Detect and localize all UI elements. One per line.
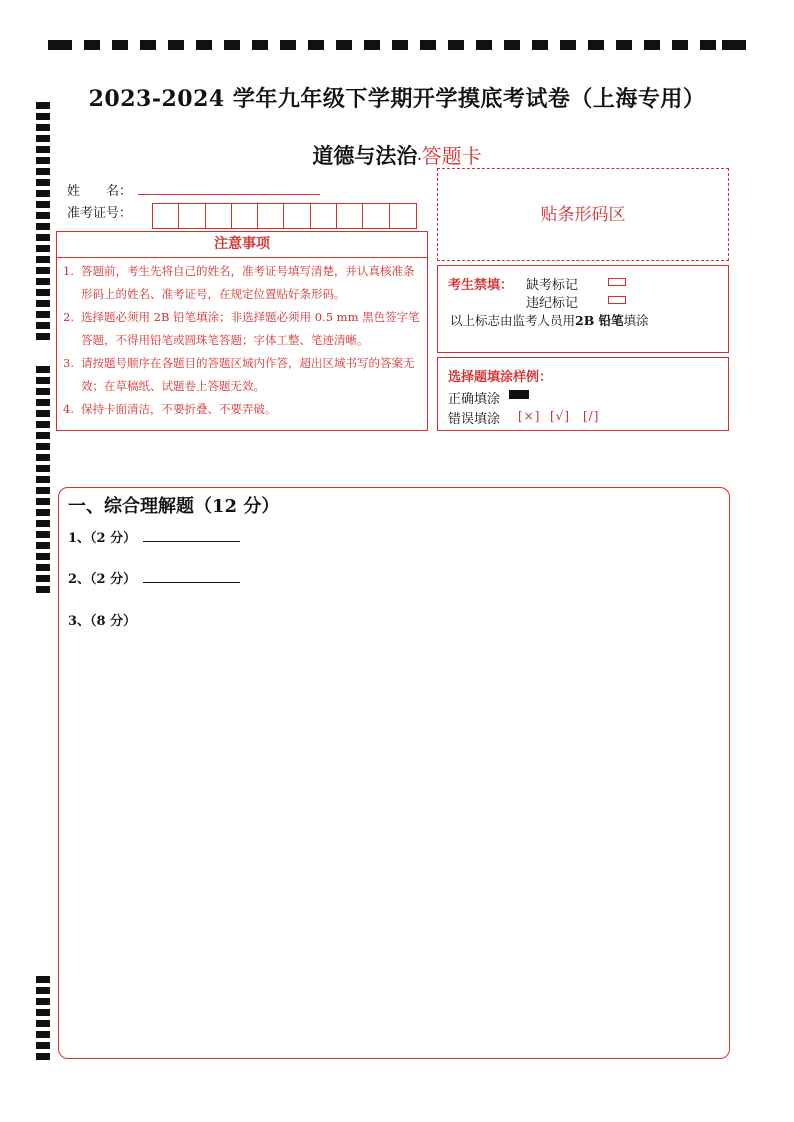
notice-item-number: 4. [63,402,74,416]
notice-panel [56,231,428,431]
exam-id-digit-box[interactable] [311,204,337,228]
question-2-label: 2、（2 分） [68,572,137,587]
exam-id-digit-box[interactable] [363,204,389,228]
notice-item-text: 保持卡面清洁，不要折叠、不要弄破。 [81,402,277,416]
proctor-note [450,311,649,329]
notice-item [63,260,425,306]
exam-id-digit-box[interactable] [232,204,258,228]
notice-item-text: 请按题号顺序在各题目的答题区域内作答，超出区域书写的答案无效；在草稿纸、试题卷上答题无效。 [81,356,415,393]
exam-id-digit-box[interactable] [390,204,416,228]
subject-name: 道德与法治 [312,143,418,168]
notice-item [63,398,425,421]
notice-item-text: 答题前，考生先将自己的姓名，准考证号填写清楚，并认真核准条形码上的姓名、准考证号，在规定位置贴好条形码。 [81,264,415,301]
proctor-only-panel [437,265,729,353]
exam-id-digit-box[interactable] [179,204,205,228]
subject-heading: 道德与法治·答题卡 [312,143,482,168]
wrong-fill-label: 错误填涂 [448,412,501,427]
question-1-label: 1、（2 分） [68,531,137,546]
fill-sample-title: 选择题填涂样例： [448,370,553,385]
exam-id-digit-box[interactable] [337,204,363,228]
proctor-note-prefix: 以上标志由监考人员用 [450,313,576,328]
answer-card-label: 答题卡 [421,144,482,168]
top-timing-marks [48,38,746,52]
violation-mark-label: 违纪标记 [526,296,579,311]
notice-item [63,352,425,398]
question-3-label: 3、（8 分） [68,614,137,629]
name-field[interactable] [138,194,320,195]
wrong-fill-check-icon: [√] [550,409,571,423]
proctor-note-suffix: 填涂 [623,313,649,328]
notice-item [63,306,425,352]
wrong-fill-slash-icon: [/] [583,409,600,423]
exam-id-digit-box[interactable] [258,204,284,228]
notice-item-number: 1. [63,264,74,278]
correct-fill-label: 正确填涂 [448,392,501,407]
absent-mark-box[interactable] [608,278,626,286]
absent-mark-label: 缺考标记 [526,278,579,293]
wrong-fill-cross-icon: [×] [518,409,541,423]
notice-item-number: 3. [63,356,74,370]
name-label: 姓 名： [67,184,133,199]
exam-id-label: 准考证号： [67,206,133,221]
correct-fill-sample-icon [509,390,529,399]
proctor-only-label: 考生禁填： [448,278,514,293]
question-1-answer-line[interactable] [143,529,240,542]
exam-title: 2023-2024 学年九年级下学期开学摸底考试卷（上海专用） [88,86,706,112]
notice-item-text: 选择题必须用 2B 铅笔填涂；非选择题必须用 0.5 mm 黑色签字笔答题，不得用铅笔或圆珠笔答题；字体工整、笔迹清晰。 [81,310,420,347]
barcode-area-label: 贴条形码区 [540,205,626,225]
exam-id-digit-box[interactable] [153,204,179,228]
question-2-answer-line[interactable] [143,570,240,583]
exam-id-digit-box[interactable] [206,204,232,228]
notice-heading: 注意事项 [57,232,427,258]
violation-mark-box[interactable] [608,296,626,304]
notice-item-number: 2. [63,310,74,324]
exam-id-boxes[interactable] [152,203,417,229]
exam-id-digit-box[interactable] [284,204,310,228]
proctor-note-pencil: 2B 铅笔 [575,313,624,328]
section-title: 一、综合理解题（12 分） [68,496,280,517]
